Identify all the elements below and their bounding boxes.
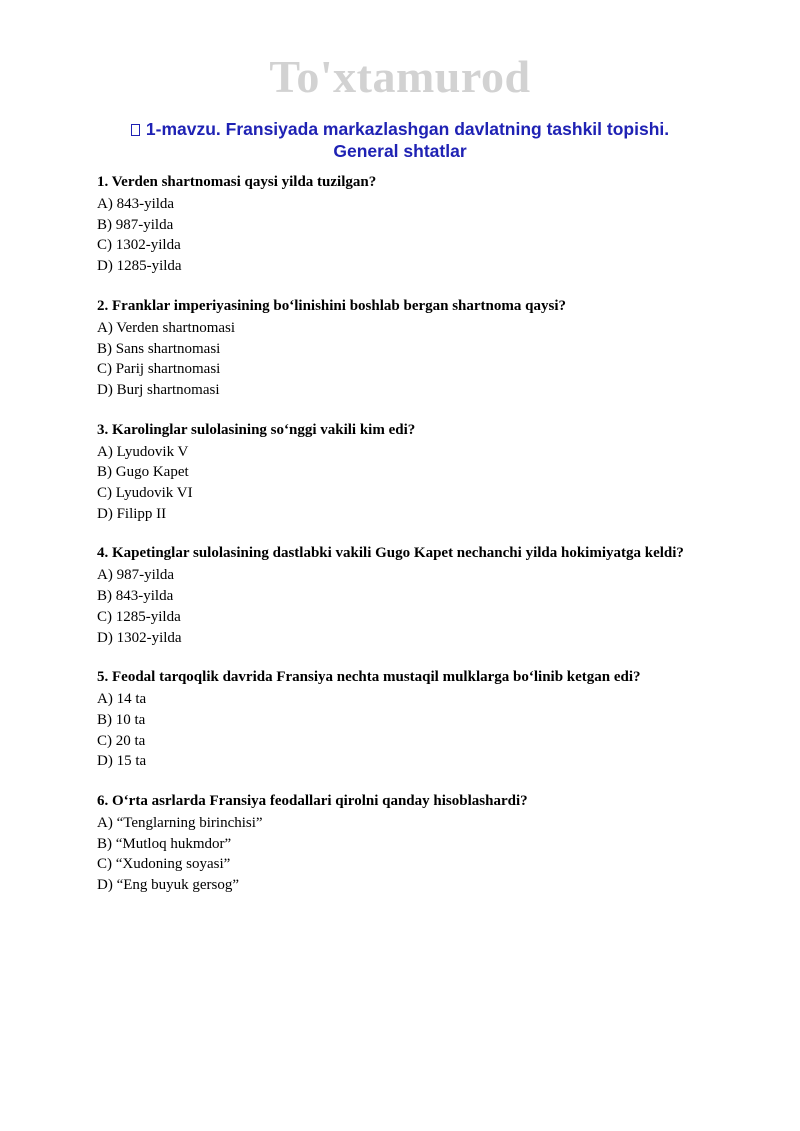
answer-option-b: B) Gugo Kapet: [97, 464, 189, 481]
question-text: 3. Karolinglar sulolasining so‘nggi vakili kim edi?: [97, 421, 416, 438]
answer-option-c: C) Parij shartnomasi: [97, 361, 221, 378]
question-text: 6. O‘rta asrlarda Fransiya feodallari qirolni qanday hisoblashardi?: [97, 793, 528, 810]
answer-option-d: D) Filipp II: [97, 505, 167, 522]
answer-option-b: B) Sans shartnomasi: [97, 340, 221, 357]
answer-option-c: C) 1285-yilda: [97, 608, 181, 625]
question-1: [97, 173, 717, 277]
question-2: [97, 297, 717, 401]
question-list: [97, 173, 717, 916]
question-text: 1. Verden shartnomasi qaysi yilda tuzilgan?: [97, 174, 377, 190]
question-text: 4. Kapetinglar sulolasining dastlabki vakili Gugo Kapet nechanchi yilda hokimiyatga keldi?: [97, 545, 684, 562]
answer-option-c: C) Lyudovik VI: [97, 485, 193, 502]
answer-option-a: A) 987-yilda: [97, 567, 175, 584]
question-text: 2. Franklar imperiyasining bo‘linishini boshlab bergan shartnoma qaysi?: [97, 297, 566, 314]
question-4: [97, 544, 717, 648]
answer-option-d: D) Burj shartnomasi: [97, 381, 220, 398]
question-5: [97, 668, 717, 772]
watermark: To'xtamurod: [269, 51, 531, 102]
answer-option-d: D) 15 ta: [97, 753, 147, 770]
answer-option-c: C) 20 ta: [97, 732, 146, 749]
topic-heading-line-2: General shtatlar: [333, 141, 467, 161]
answer-option-c: C) “Xudoning soyasi”: [97, 856, 231, 873]
answer-option-a: A) Verden shartnomasi: [97, 319, 236, 336]
topic-heading-line-1: [90, 118, 710, 140]
answer-option-c: C) 1302-yilda: [97, 237, 181, 254]
answer-option-a: A) 14 ta: [97, 691, 147, 708]
box-icon: [131, 124, 140, 136]
answer-option-b: B) 10 ta: [97, 711, 146, 728]
answer-option-d: D) 1302-yilda: [97, 629, 182, 646]
answer-option-d: D) “Eng buyuk gersog”: [97, 877, 240, 894]
question-text: 5. Feodal tarqoqlik davrida Fransiya nechta mustaqil mulklarga bo‘linib ketgan edi?: [97, 669, 641, 686]
answer-option-d: D) 1285-yilda: [97, 258, 182, 275]
answer-option-a: A) 843-yilda: [97, 196, 175, 212]
topic-title: 1-mavzu. Fransiyada markazlashgan davlatning tashkil topishi.: [145, 119, 670, 139]
answer-option-a: A) “Tenglarning birinchisi”: [97, 815, 263, 832]
answer-option-a: A) Lyudovik V: [97, 443, 189, 460]
topic-heading: [90, 118, 710, 162]
answer-option-b: B) 843-yilda: [97, 588, 174, 605]
answer-option-b: B) “Mutloq hukmdor”: [97, 835, 232, 852]
question-3: [97, 421, 717, 525]
question-6: [97, 792, 717, 896]
answer-option-b: B) 987-yilda: [97, 216, 174, 233]
